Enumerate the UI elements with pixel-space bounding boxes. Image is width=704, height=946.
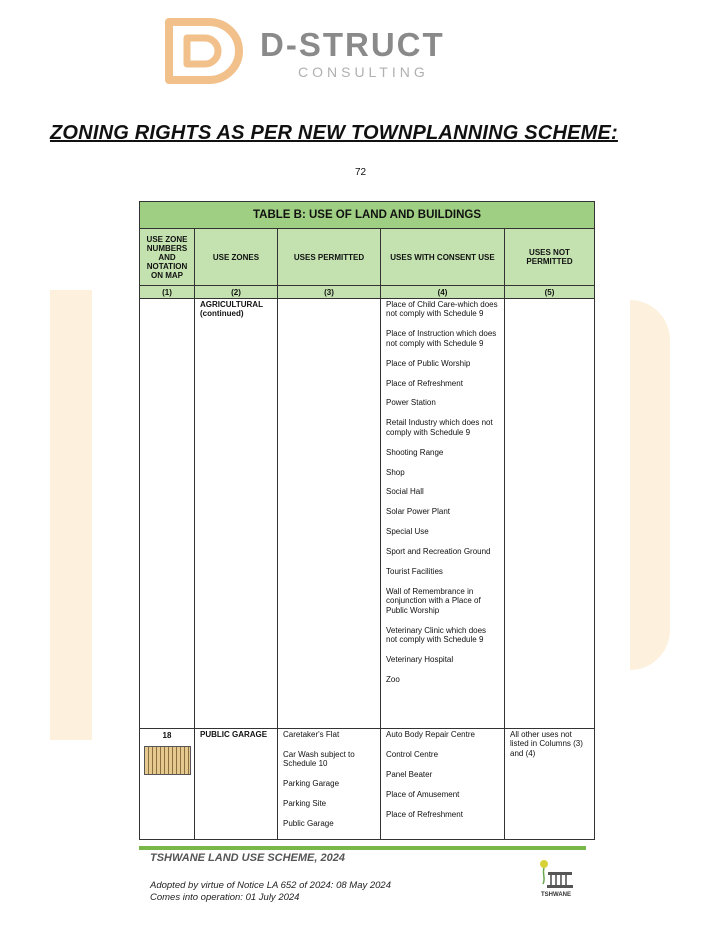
header-uses-permitted: USES PERMITTED: [278, 229, 381, 286]
consent-use-item: Tourist Facilities: [386, 567, 443, 577]
header-consent-use: USES WITH CONSENT USE: [381, 229, 505, 286]
footer-divider: [139, 846, 586, 850]
header-not-permitted: USES NOT PERMITTED: [505, 229, 595, 286]
consent-use-item: Veterinary Hospital: [386, 655, 454, 665]
consent-use-item: Social Hall: [386, 487, 424, 497]
logo-name: D-STRUCT: [260, 26, 445, 63]
page-heading: ZONING RIGHTS AS PER NEW TOWNPLANNING SCHEME:: [50, 122, 618, 144]
consent-use-item: Place of Child Care-which does not comply with Schedule 9: [386, 300, 498, 319]
uses-permitted-cell: [278, 299, 381, 729]
header-use-zones: USE ZONES: [195, 229, 278, 286]
consent-use-item: Veterinary Clinic which does not comply with Schedule 9: [386, 625, 487, 645]
permitted-use-item: Parking Garage: [283, 779, 340, 789]
zone-name-cell: [195, 299, 278, 729]
watermark-bar-right: [630, 300, 670, 670]
column-number: (1): [140, 286, 195, 299]
consent-use-item: Special Use: [386, 527, 429, 537]
d-struct-logo-icon: [165, 18, 247, 84]
permitted-use-item: Caretaker's Flat: [283, 730, 340, 739]
permitted-use-item: Parking Site: [283, 799, 327, 809]
header-zone-number: USE ZONE NUMBERS AND NOTATION ON MAP: [140, 229, 195, 286]
consent-use-item: Solar Power Plant: [386, 507, 451, 517]
consent-use-item: Panel Beater: [386, 769, 433, 779]
permitted-use-item: Public Garage: [283, 819, 334, 829]
consent-use-item: Place of Refreshment: [386, 378, 463, 388]
column-number: (2): [195, 286, 278, 299]
consent-use-item: Retail Industry which does not comply with Schedule 9: [386, 418, 493, 437]
footer-operation-note: Comes into operation: 01 July 2024: [150, 892, 300, 903]
city-of-tshwane-crest: [532, 858, 580, 904]
consent-use-item: Wall of Remembrance in conjunction with a Place of Public Worship: [386, 587, 481, 615]
company-logo: [165, 18, 485, 88]
crest-icon: [532, 858, 580, 892]
consent-use-item: Auto Body Repair Centre: [386, 730, 475, 739]
table-title: TABLE B: USE OF LAND AND BUILDINGS: [140, 202, 595, 229]
table-row: [140, 729, 595, 840]
column-number: (4): [381, 286, 505, 299]
column-number: (3): [278, 286, 381, 299]
consent-use-item: Place of Instruction which does not comply with Schedule 9: [386, 329, 497, 348]
footer-adopted-note: Adopted by virtue of Notice LA 652 of 2024: 08 May 2024: [150, 880, 392, 891]
zone-name-cell: [195, 729, 278, 840]
zone-number-cell: [140, 299, 195, 729]
uses-permitted-cell: [278, 729, 381, 840]
consent-use-item: Power Station: [386, 398, 436, 408]
column-number: (5): [505, 286, 595, 299]
not-permitted-cell: [505, 729, 595, 840]
consent-use-item: Zoo: [386, 674, 400, 684]
zone-number-cell: [140, 729, 195, 840]
crest-label: TSHWANE: [541, 892, 571, 898]
consent-uses-cell: [381, 729, 505, 840]
consent-use-item: Shop: [386, 467, 405, 477]
footer-title: TSHWANE LAND USE SCHEME, 2024: [150, 852, 345, 864]
permitted-use-item: Car Wash subject to Schedule 10: [283, 749, 355, 769]
consent-use-item: Shooting Range: [386, 447, 444, 457]
consent-use-item: Control Centre: [386, 749, 439, 759]
zone-number: 18: [162, 731, 172, 740]
table-row: [140, 299, 595, 729]
logo-subtitle: CONSULTING: [298, 64, 429, 80]
land-use-table: [139, 201, 595, 840]
not-permitted-text: All other uses not listed in Columns (3) and (4): [510, 730, 583, 758]
consent-use-item: Place of Public Worship: [386, 358, 471, 368]
consent-uses-cell: [381, 299, 505, 729]
page-number: 72: [355, 167, 367, 178]
consent-use-item: Place of Refreshment: [386, 809, 463, 819]
zone-name: PUBLIC GARAGE: [200, 730, 268, 739]
consent-use-item: Sport and Recreation Ground: [386, 547, 491, 557]
consent-use-item: Place of Amusement: [386, 789, 460, 799]
watermark-bar-left: [50, 290, 92, 740]
not-permitted-cell: [505, 299, 595, 729]
zone-name: AGRICULTURAL (continued): [200, 300, 263, 319]
map-notation-swatch: [144, 746, 191, 775]
